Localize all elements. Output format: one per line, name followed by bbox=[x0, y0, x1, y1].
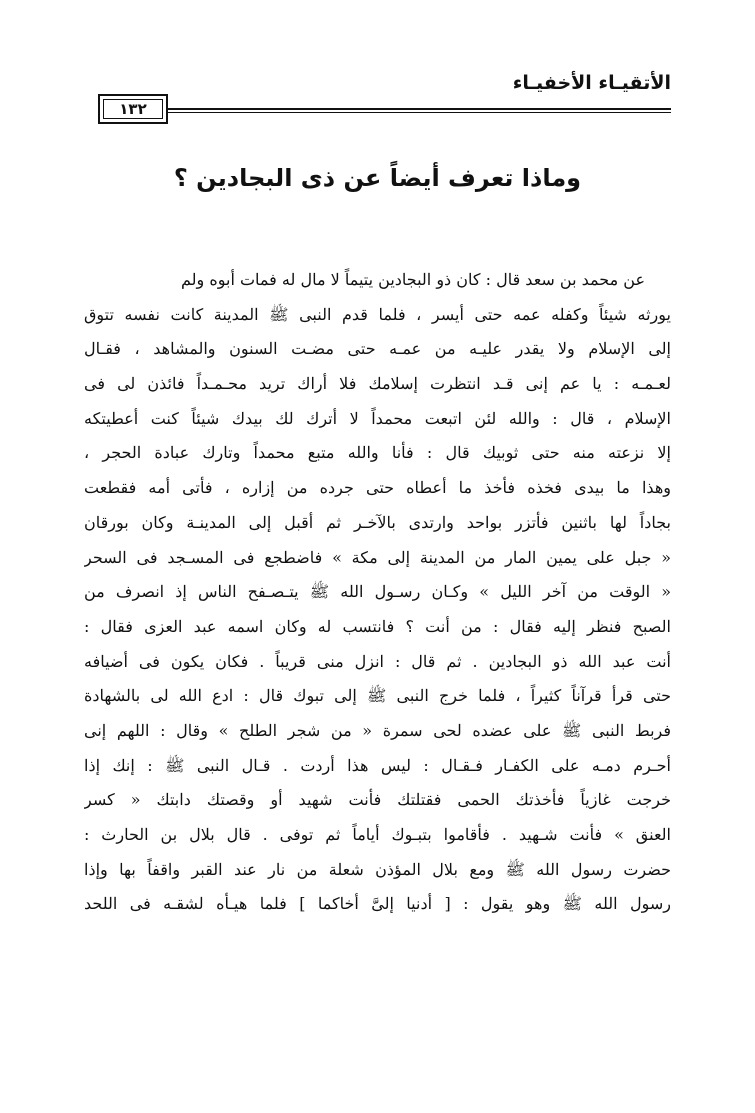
text-line: حضرت رسول الله ﷺ ومع بلال المؤذن شعلة من نار عند القبر واقفاً بها وإذا bbox=[84, 859, 671, 879]
text-line: إلا نزعته منه حتى ثوبيك قال : فأنا والله متبع محمداً وتارك عبادة الحجر ، bbox=[84, 443, 671, 463]
text-line: إلى الإسلام ولا يقدر عليـه من عمـه حتى مضـت السنون والمشاهد ، فقـال bbox=[84, 339, 671, 359]
body-text bbox=[84, 263, 671, 922]
section-title: وماذا تعرف أيضاً عن ذى البجادين ؟ bbox=[173, 164, 582, 192]
header-rule bbox=[104, 108, 671, 113]
text-line: الإسلام ، قال : والله لئن اتبعت محمداً لا أترك لك بيدك شيئاً كنت أعطيتكه bbox=[84, 408, 671, 428]
text-line: فربط النبى ﷺ على عضده لحى سمرة « من شجر الطلح » وقال : اللهم إنى bbox=[84, 720, 671, 740]
text-line: بجاداً لها باثنين فأتزر بواحد وارتدى بالآخـر ثم أقبل إلى المدينـة وكان بورقان bbox=[84, 512, 671, 532]
text-line: الصبح فنظر إليه فقال : من أنت ؟ فانتسب له وكان اسمه عبد العزى فقال : bbox=[84, 616, 671, 636]
text-line: عن محمد بن سعد قال : كان ذو البجادين يتيماً لا مال له فمات أبوه ولم bbox=[181, 270, 645, 289]
page-number: ١٣٢ bbox=[103, 99, 163, 119]
text-line: رسول الله ﷺ وهو يقول : [ أدنيا إلىَّ أخاكما ] فلما هيـأه لشقـه فى اللحد bbox=[84, 894, 671, 914]
running-title: الأتقيـاء الأخفيـاء bbox=[512, 72, 671, 94]
text-line: أنت عبد الله ذو البجادين . ثم قال : انزل منى قريباً . فكان يكون فى أضيافه bbox=[84, 651, 671, 671]
text-line: لعـمـه : يا عم إنى قـد انتظرت إسلامك فلا أراك تريد محـمـداً فائذن لى فى bbox=[84, 374, 671, 394]
text-line: « جبل على يمين المار من المدينة إلى مكة » فاضطجع فى المسـجد فى السحر bbox=[84, 547, 671, 567]
text-line: العنق » فأنت شـهيد . فأقاموا بتبـوك أياماً ثم توفى . قال بلال بن الحارث : bbox=[84, 825, 671, 844]
text-line: « الوقت من آخر الليل » وكـان رسـول الله ﷺ يتـصـفح الناس إذ انصرف من bbox=[84, 582, 671, 602]
text-line: حتى قرأ قرآناً كثيراً ، فلما خرج النبى ﷺ إلى تبوك قال : ادع الله لى بالشهادة bbox=[84, 686, 671, 706]
text-line: وهذا ما بيدى فخذه فأخذ ما أعطاه حتى جرده من إزاره ، فأتى أمه فقطعت bbox=[84, 478, 671, 498]
page-number-box bbox=[98, 94, 168, 124]
text-line: خرجت غازياً فأخذتك الحمى فقتلتك فأنت شهيد أو وقصتك دابتك « كسر bbox=[84, 790, 671, 810]
text-line: يورثه شيئاً وكفله عمه حتى أيسر ، فلما قدم النبى ﷺ المدينة كانت نفسه تتوق bbox=[84, 304, 671, 324]
text-line: أحـرم دمـه على الكفـار فـقـال : ليس هذا أردت . قـال النبى ﷺ : إنك إذا bbox=[84, 755, 671, 775]
